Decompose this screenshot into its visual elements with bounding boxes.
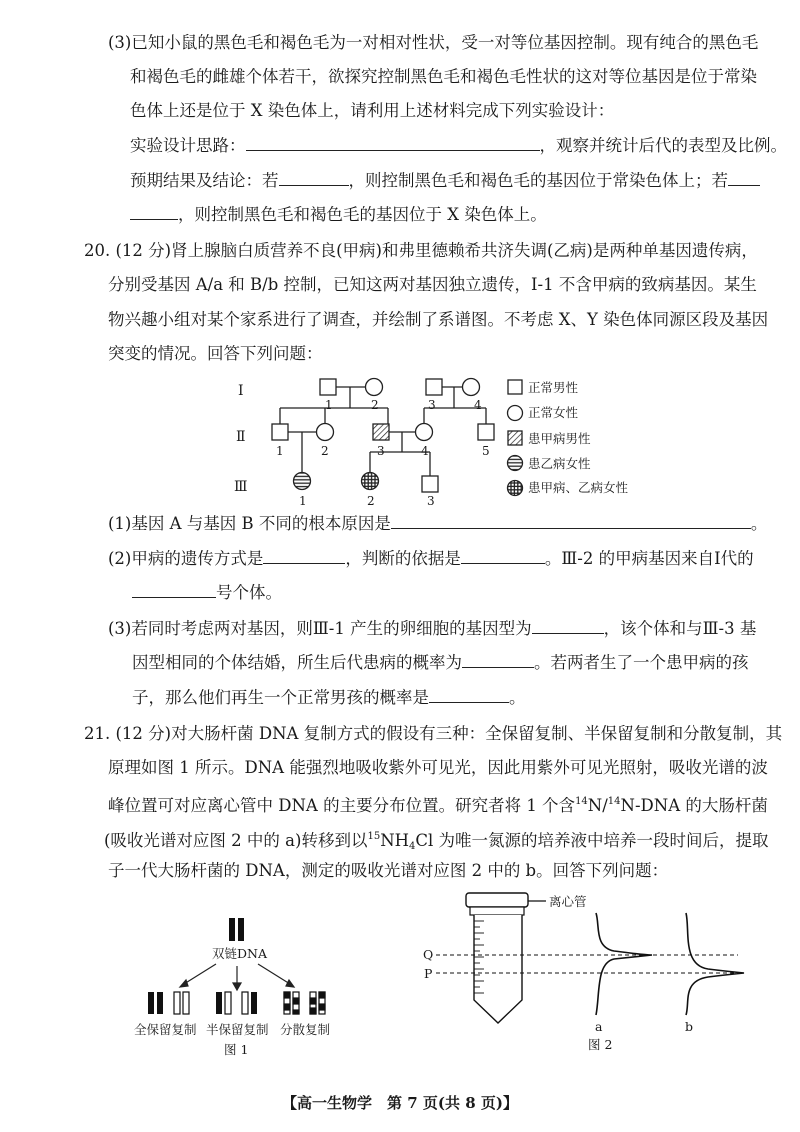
member-number: 5: [482, 444, 490, 458]
q20-sub3: [108, 617, 756, 641]
member-number: 3: [427, 494, 435, 508]
sub3-mid: ，该个体和与Ⅲ-3 基: [603, 619, 757, 638]
fig1-mode-label: 全保留复制: [134, 1022, 197, 1037]
fig1-ds-label: 双链DNA: [212, 946, 267, 961]
member-number: 1: [325, 398, 333, 412]
design-tail: ，观察并统计后代的表型及比例。: [539, 136, 787, 155]
answer-blank[interactable]: [279, 169, 349, 186]
q20-sub2-cont: [132, 581, 282, 605]
legend-label: 患甲病、乙病女性: [528, 480, 629, 495]
sub1-text: (1)基因 A 与基因 B 不同的根本原因是: [108, 514, 391, 533]
legend-label: 患乙病女性: [528, 456, 591, 471]
generation-label: Ⅲ: [234, 479, 248, 495]
q20-sub3-cont2: [132, 686, 526, 710]
sub3-text: (3)若同时考虑两对基因，则Ⅲ-1 产生的卵细胞的基因型为: [108, 619, 532, 638]
member-number: 3: [428, 398, 436, 412]
member-number: 1: [276, 444, 284, 458]
q19-3-line6: [130, 203, 547, 227]
q19-3-line2: 和褐色毛的雌雄个体若干，欲探究控制黑色毛和褐色毛性状的这对等位基因是位于常染: [130, 67, 757, 86]
answer-blank[interactable]: [462, 651, 534, 668]
pedigree-female: [416, 424, 433, 441]
legend-disease-ab-female-icon: [508, 481, 523, 496]
pedigree-female-disease-b: [294, 473, 311, 490]
legend-disease-b-female-icon: [508, 456, 523, 471]
q19-3-line3: 色体上还是位于 X 染色体上，请利用上述材料完成下列实验设计：: [130, 101, 615, 120]
answer-blank[interactable]: [130, 203, 178, 220]
pedigree-female: [366, 379, 383, 396]
q20-sub1: [108, 512, 767, 536]
spectrum-curve-a: [596, 913, 652, 1015]
answer-blank[interactable]: [263, 547, 345, 564]
fig2-caption: 图 2: [588, 1037, 613, 1052]
q19-3-line1: (3)已知小鼠的黑色毛和褐色毛为一对相对性状，受一对等位基因控制。现有纯合的黑色毛: [108, 33, 759, 52]
member-number: 3: [377, 444, 385, 458]
answer-blank[interactable]: [246, 134, 540, 151]
q21-line1: 21. (12 分)对大肠杆菌 DNA 复制方式的假设有三种：全保留复制、半保留复制和分散复制，其: [84, 724, 783, 743]
pedigree-chart: [228, 370, 648, 510]
q19-3-line4: [130, 134, 787, 158]
figure-1-replication-models: [128, 910, 358, 1060]
fig2-curve-label: a: [595, 1019, 603, 1034]
answer-blank[interactable]: [532, 617, 604, 634]
answer-blank[interactable]: [429, 686, 509, 703]
q20-sub2: [108, 547, 754, 571]
member-number: 1: [299, 494, 307, 508]
answer-blank[interactable]: [461, 547, 545, 564]
answer-blank[interactable]: [728, 169, 760, 186]
fig2-tube-label: 离心管: [549, 894, 587, 909]
member-number: 4: [421, 444, 429, 458]
pedigree-male: [272, 424, 288, 440]
q20-line1: 20. (12 分)肾上腺脑白质营养不良(甲病)和弗里德赖希共济失调(乙病)是两种单基因遗传病，: [84, 241, 758, 260]
fig2-q-label: Q: [423, 947, 434, 962]
pedigree-male: [478, 424, 494, 440]
legend-label: 正常男性: [528, 380, 579, 395]
member-number: 2: [321, 444, 329, 458]
q19-3-line5: [130, 169, 760, 193]
fig2-curve-label: b: [685, 1019, 694, 1034]
sub3-mid2: 。若两者生了一个患甲病的孩: [534, 653, 749, 672]
sub2-mid2: 。Ⅲ-2 的甲病基因来自Ⅰ代的: [544, 549, 754, 568]
superscript: 14: [575, 796, 588, 807]
pedigree-female-disease-ab: [362, 473, 379, 490]
result-tail: ，则控制黑色毛和褐色毛的基因位于 X 染色体上。: [178, 205, 547, 224]
sub2-end: 号个体。: [216, 583, 282, 602]
sub3-end: 。: [509, 688, 526, 707]
q21-l4-text: (吸收光谱对应图 2 中的 a)转移到以: [104, 831, 368, 850]
fig1-mode-label: 分散复制: [280, 1022, 331, 1037]
result-label: 预期结果及结论：若: [130, 171, 279, 190]
q21-l3-n1: N/: [587, 796, 608, 815]
q21-l3-n2: N-DNA 的大肠杆菌: [620, 796, 768, 815]
pedigree-male: [422, 476, 438, 492]
sub2-mid: ，判断的依据是: [345, 549, 461, 568]
member-number: 4: [474, 398, 482, 412]
pedigree-male-disease-a: [373, 424, 389, 440]
legend-label: 正常女性: [528, 405, 579, 420]
q21-line5: 子一代大肠杆菌的 DNA，测定的吸收光谱对应图 2 中的 b。回答下列问题：: [108, 861, 669, 880]
legend-normal-male-icon: [508, 380, 522, 394]
answer-blank[interactable]: [132, 581, 216, 598]
legend-normal-female-icon: [508, 406, 523, 421]
pedigree-male: [320, 379, 336, 395]
sub2-text: (2)甲病的遗传方式是: [108, 549, 264, 568]
q20-line2: 分别受基因 A/a 和 B/b 控制，已知这两对基因独立遗传，Ⅰ-1 不含甲病的致病基因。某生: [108, 275, 757, 294]
member-number: 2: [371, 398, 379, 412]
fig1-mode-label: 半保留复制: [206, 1022, 269, 1037]
pedigree-female: [463, 379, 480, 396]
design-label: 实验设计思路：: [130, 136, 246, 155]
q21-line3: [108, 790, 768, 818]
q20-line3: 物兴趣小组对某个家系进行了调查，并绘制了系谱图。不考虑 X、Y 染色体同源区段及基因: [108, 310, 769, 329]
q21-l3-text: 峰位置可对应离心管中 DNA 的主要分布位置。研究者将 1 个含: [108, 796, 576, 815]
q21-line2: 原理如图 1 所示。DNA 能强烈地吸收紫外可见光，因此用紫外可见光照射，吸收光谱的波: [108, 758, 768, 777]
result-mid: ，则控制黑色毛和褐色毛的基因位于常染色体上；若: [348, 171, 728, 190]
member-number: 2: [367, 494, 375, 508]
q21-line4: [104, 825, 769, 859]
q20-sub3-cont1: [132, 651, 749, 675]
superscript: 15: [367, 831, 381, 842]
sub1-end: 。: [750, 514, 768, 533]
superscript: 14: [607, 796, 621, 807]
spectrum-curve-b: [686, 913, 744, 1015]
sub3-text2: 因型相同的个体结婚，所生后代患病的概率为: [132, 653, 462, 672]
fig1-caption: 图 1: [224, 1042, 249, 1057]
generation-label: Ⅰ: [238, 383, 244, 399]
subscript: 4: [409, 841, 416, 852]
figure-2-absorption-spectra: [418, 885, 748, 1055]
pedigree-male: [426, 379, 442, 395]
legend-label: 患甲病男性: [528, 431, 591, 446]
generation-label: Ⅱ: [236, 429, 246, 445]
q21-l4-nh: NH: [380, 831, 410, 850]
q21-l4-tail: Cl 为唯一氮源的培养液中培养一段时间后，提取: [415, 831, 769, 850]
page-footer: 【高一生物学 第 7 页(共 8 页)】: [282, 1094, 518, 1112]
sub3-text3: 子，那么他们再生一个正常男孩的概率是: [132, 688, 429, 707]
answer-blank[interactable]: [391, 512, 751, 529]
q20-line4: 突变的情况。回答下列问题：: [108, 344, 323, 363]
fig2-p-label: P: [424, 966, 433, 981]
legend-disease-a-male-icon: [508, 431, 522, 445]
pedigree-female: [317, 424, 334, 441]
